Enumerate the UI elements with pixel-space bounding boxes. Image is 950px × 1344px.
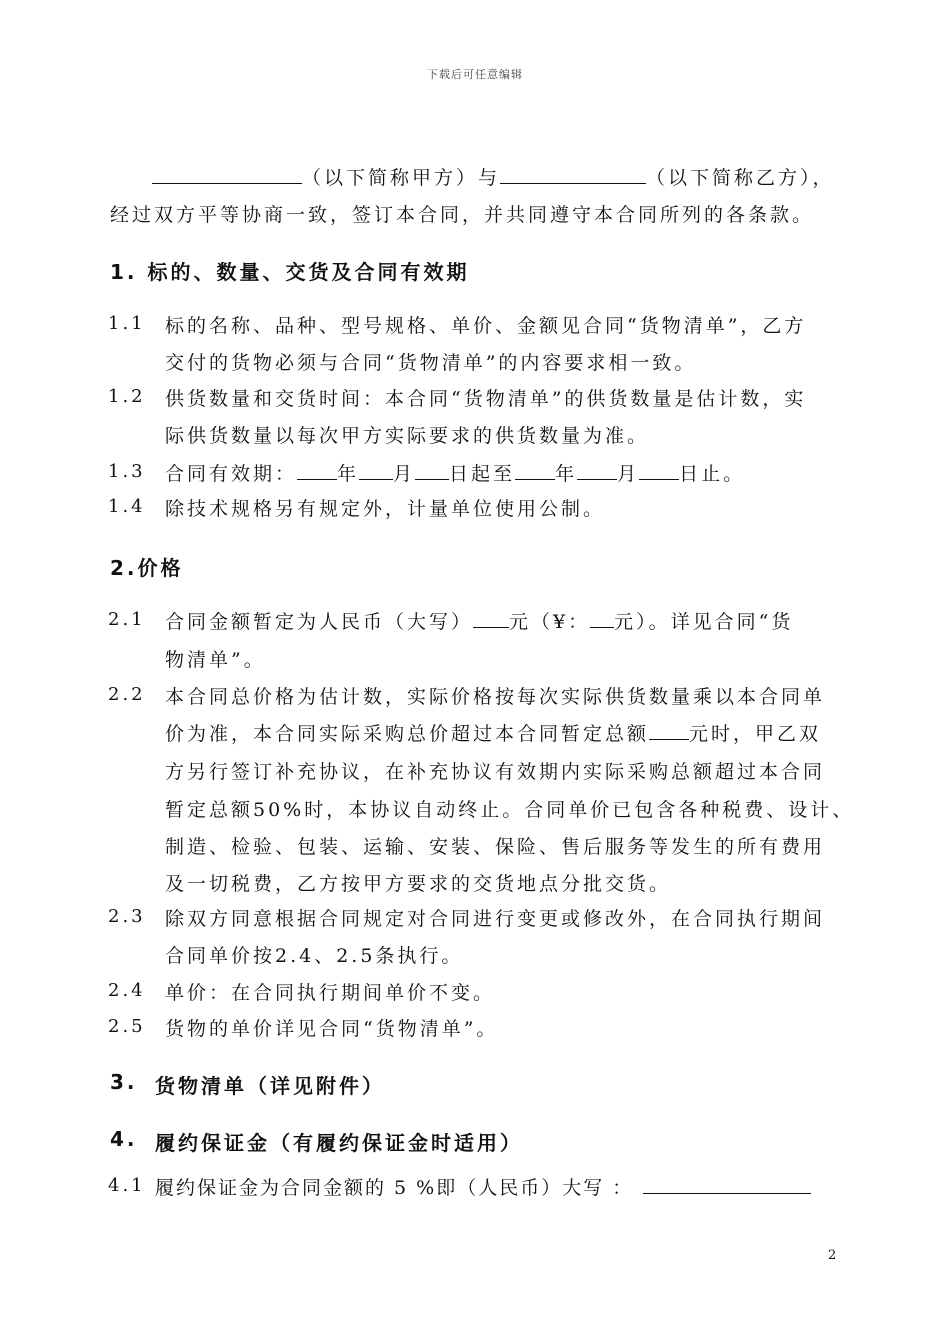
- clause-1-2-line-1: 供货数量和交货时间：本合同“货物清单”的供货数量是估计数，实: [165, 388, 807, 410]
- end-year-text: 年: [555, 463, 578, 485]
- clause-2-1-number: 2.1: [108, 609, 146, 630]
- intro-line-1: [152, 163, 835, 190]
- clause-1-1-line-1: 标的名称、品种、型号规格、单价、金额见合同“货物清单”，乙方: [165, 315, 807, 337]
- clause-2-5-line-1: 货物的单价详见合同“货物清单”。: [165, 1018, 499, 1040]
- end-day-text: 日止。: [679, 463, 746, 485]
- clause-2-2-line-2-a: 价为准，本合同实际采购总价超过本合同暂定总额: [165, 723, 650, 745]
- start-month-text: 月: [393, 463, 416, 485]
- start-month-blank[interactable]: [359, 463, 393, 480]
- amount-words-blank[interactable]: [473, 611, 509, 628]
- clause-2-3-line-1: 除双方同意根据合同规定对合同进行变更或修改外，在合同执行期间: [165, 908, 826, 930]
- start-day-text: 日起至: [449, 463, 516, 485]
- end-month-blank[interactable]: [577, 463, 617, 480]
- clause-2-2-line-6: 及一切税费，乙方按甲方要求的交货地点分批交货。: [165, 873, 672, 895]
- deposit-amount-blank[interactable]: [643, 1177, 811, 1194]
- clause-2-2-line-4: 暂定总额50%时，本协议自动终止。合同单价已包含各种税费、设计、: [165, 799, 855, 821]
- section-4-number: 4.: [110, 1127, 138, 1151]
- clause-2-2-line-3: 方另行签订补充协议，在补充协议有效期内实际采购总额超过本合同: [165, 761, 826, 783]
- validity-label: 合同有效期：: [165, 463, 298, 485]
- section-1-title: 1. 标的、数量、交货及合同有效期: [110, 260, 470, 284]
- section-2-title: 2.价格: [110, 556, 184, 580]
- section-3-number: 3.: [110, 1070, 138, 1094]
- clause-2-2-number: 2.2: [108, 684, 146, 705]
- clause-4-1-number: 4.1: [108, 1175, 146, 1196]
- clause-1-1-line-2: 交付的货物必须与合同“货物清单”的内容要求相一致。: [165, 352, 697, 374]
- clause-1-2-line-2: 际供货数量以每次甲方实际要求的供货数量为准。: [165, 425, 650, 447]
- party-b-text: （以下简称乙方），: [646, 167, 835, 189]
- clause-1-1-number: 1.1: [108, 313, 146, 334]
- start-year-blank[interactable]: [297, 463, 337, 480]
- clause-2-5-number: 2.5: [108, 1016, 146, 1037]
- clause-2-1-line-2: 物清单”。: [165, 649, 266, 671]
- clause-2-4-number: 2.4: [108, 980, 146, 1001]
- clause-2-1-line-1: [165, 607, 793, 634]
- deposit-text: 履约保证金为合同金额的 5 %即（人民币）大写 ：: [155, 1177, 634, 1199]
- amount-suffix-text: 元）。详见合同“货: [614, 611, 794, 633]
- start-day-blank[interactable]: [415, 463, 449, 480]
- clause-1-4-line-1: 除技术规格另有规定外，计量单位使用公制。: [165, 498, 606, 520]
- clause-1-2-number: 1.2: [108, 386, 146, 407]
- clause-2-3-line-2: 合同单价按2.4、2.5条执行。: [165, 945, 464, 967]
- clause-2-4-line-1: 单价：在合同执行期间单价不变。: [165, 982, 496, 1004]
- end-month-text: 月: [617, 463, 640, 485]
- amount-yuan-text: 元（¥：: [509, 611, 591, 633]
- clause-1-3-line-1: [165, 459, 745, 486]
- clause-2-2-line-5: 制造、检验、包装、运输、安装、保险、售后服务等发生的所有费用: [165, 836, 826, 858]
- end-day-blank[interactable]: [639, 463, 679, 480]
- party-b-blank[interactable]: [500, 167, 646, 184]
- clause-4-1-line-1: [155, 1173, 811, 1200]
- clause-2-3-number: 2.3: [108, 906, 146, 927]
- section-3-title: 货物清单（详见附件）: [155, 1074, 385, 1098]
- end-year-blank[interactable]: [515, 463, 555, 480]
- party-a-blank[interactable]: [152, 167, 302, 184]
- amount-label: 合同金额暂定为人民币（大写）: [165, 611, 474, 633]
- clause-2-2-line-1: 本合同总价格为估计数，实际价格按每次实际供货数量乘以本合同单: [165, 686, 826, 708]
- clause-2-2-line-2-b: 元时，甲乙双: [689, 723, 822, 745]
- start-year-text: 年: [337, 463, 360, 485]
- header-note: 下载后可任意编辑: [427, 68, 523, 81]
- total-threshold-blank[interactable]: [649, 723, 689, 740]
- party-a-text: （以下简称甲方）与: [302, 167, 501, 189]
- section-4-title: 履约保证金（有履约保证金时适用）: [155, 1131, 523, 1155]
- clause-1-3-number: 1.3: [108, 461, 146, 482]
- page-number: 2: [828, 1248, 837, 1263]
- clause-1-4-number: 1.4: [108, 496, 146, 517]
- intro-line-2: 经过双方平等协商一致，签订本合同，并共同遵守本合同所列的各条款。: [110, 204, 815, 226]
- clause-2-2-line-2: [165, 719, 821, 746]
- amount-figures-blank[interactable]: [590, 611, 614, 628]
